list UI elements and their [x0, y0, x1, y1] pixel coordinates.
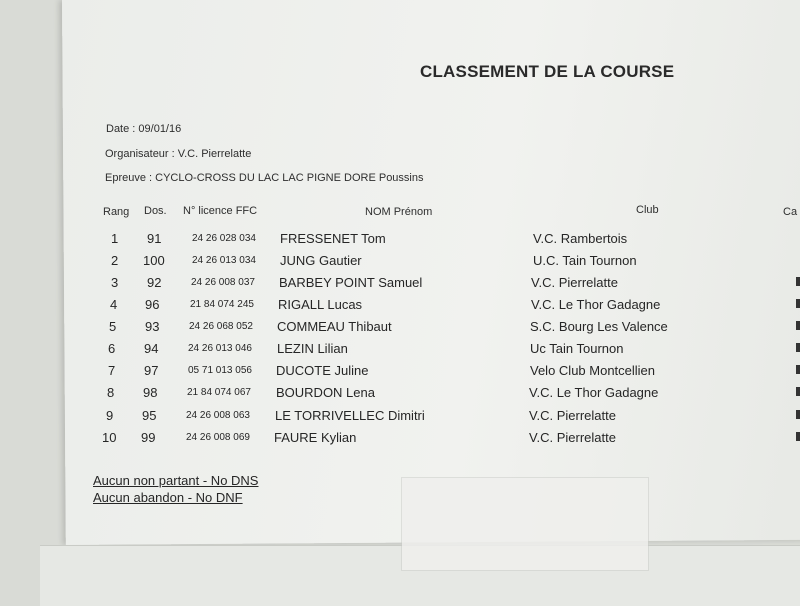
- cell-nom: BARBEY POINT Samuel: [279, 275, 423, 290]
- cell-club: Velo Club Montcellien: [530, 363, 656, 378]
- cell-licence: 24 26 013 046: [188, 343, 252, 354]
- cropped-category-mark: [796, 321, 800, 330]
- cell-rang: 8: [107, 385, 115, 400]
- cell-dos: 92: [147, 275, 162, 290]
- column-header-nom: NOM Prénom: [365, 206, 433, 218]
- column-header-club: Club: [636, 204, 659, 216]
- cell-rang: 3: [111, 275, 119, 290]
- cell-club: S.C. Bourg Les Valence: [530, 319, 668, 334]
- page-title: CLASSEMENT DE LA COURSE: [420, 62, 675, 81]
- table-row: [0, 275, 800, 295]
- cell-dos: 99: [141, 430, 156, 445]
- cell-club: V.C. Le Thor Gadagne: [529, 385, 659, 400]
- cell-rang: 9: [106, 408, 114, 423]
- dns-note: Aucun non partant - No DNS: [93, 473, 259, 488]
- cell-licence: 24 26 028 034: [192, 233, 256, 244]
- cell-licence: 24 26 068 052: [189, 321, 253, 332]
- cell-licence: 05 71 013 056: [188, 365, 252, 376]
- cell-club: V.C. Pierrelatte: [529, 430, 616, 445]
- cell-dos: 94: [144, 341, 159, 356]
- cell-dos: 96: [145, 297, 160, 312]
- table-row: [0, 408, 800, 428]
- dnf-note: Aucun abandon - No DNF: [93, 490, 243, 505]
- cell-rang: 4: [110, 297, 118, 312]
- cell-club: V.C. Pierrelatte: [529, 408, 616, 423]
- cropped-category-mark: [796, 299, 800, 308]
- cell-dos: 91: [147, 231, 162, 246]
- table-row: [0, 385, 800, 405]
- table-row: [0, 297, 800, 317]
- cell-licence: 21 84 074 067: [187, 387, 251, 398]
- cell-licence: 24 26 008 037: [191, 277, 255, 288]
- cell-rang: 5: [109, 319, 117, 334]
- column-header-dos: Dos.: [144, 205, 167, 217]
- race-date: Date : 09/01/16: [106, 123, 182, 135]
- table-row: [0, 253, 800, 273]
- cropped-category-mark: [796, 365, 800, 374]
- cell-rang: 1: [111, 231, 119, 246]
- cell-dos: 93: [145, 319, 160, 334]
- column-header-rang: Rang: [103, 206, 130, 218]
- cell-club: Uc Tain Tournon: [530, 341, 624, 356]
- cell-dos: 97: [144, 363, 159, 378]
- cropped-category-mark: [796, 432, 800, 441]
- cell-nom: LEZIN Lilian: [277, 341, 348, 356]
- cropped-category-mark: [796, 387, 800, 396]
- cell-nom: BOURDON Lena: [276, 385, 375, 400]
- tape-strip: [402, 478, 648, 570]
- cell-nom: DUCOTE Juline: [276, 363, 369, 378]
- table-row: [0, 430, 800, 450]
- cell-nom: FAURE Kylian: [274, 430, 357, 445]
- cell-rang: 10: [102, 430, 117, 445]
- cell-dos: 95: [142, 408, 157, 423]
- column-header-licence: N° licence FFC: [183, 205, 258, 217]
- cell-dos: 100: [143, 253, 165, 268]
- table-row: [0, 319, 800, 339]
- cell-licence: 24 26 008 063: [186, 410, 250, 421]
- cell-licence: 21 84 074 245: [190, 299, 254, 310]
- cell-rang: 7: [108, 363, 116, 378]
- race-organizer: Organisateur : V.C. Pierrelatte: [105, 148, 252, 160]
- cell-nom: FRESSENET Tom: [280, 231, 386, 246]
- cell-club: V.C. Rambertois: [533, 231, 628, 246]
- table-row: [0, 341, 800, 361]
- cropped-category-mark: [796, 277, 800, 286]
- cell-club: V.C. Pierrelatte: [531, 275, 618, 290]
- cell-club: V.C. Le Thor Gadagne: [531, 297, 661, 312]
- cell-rang: 6: [108, 341, 116, 356]
- cell-nom: COMMEAU Thibaut: [277, 319, 392, 334]
- cropped-category-mark: [796, 343, 800, 352]
- cell-dos: 98: [143, 385, 158, 400]
- cell-nom: LE TORRIVELLEC Dimitri: [275, 408, 425, 423]
- cell-licence: 24 26 008 069: [186, 432, 250, 443]
- table-row: [0, 363, 800, 383]
- cell-club: U.C. Tain Tournon: [533, 253, 637, 268]
- cell-licence: 24 26 013 034: [192, 255, 256, 266]
- column-header-cat: Ca: [783, 206, 798, 218]
- cell-nom: JUNG Gautier: [280, 253, 362, 268]
- cropped-category-mark: [796, 410, 800, 419]
- cell-nom: RIGALL Lucas: [278, 297, 363, 312]
- race-event: Epreuve : CYCLO-CROSS DU LAC LAC PIGNE DORE Poussins: [105, 172, 424, 184]
- table-row: [0, 231, 800, 251]
- cell-rang: 2: [111, 253, 119, 268]
